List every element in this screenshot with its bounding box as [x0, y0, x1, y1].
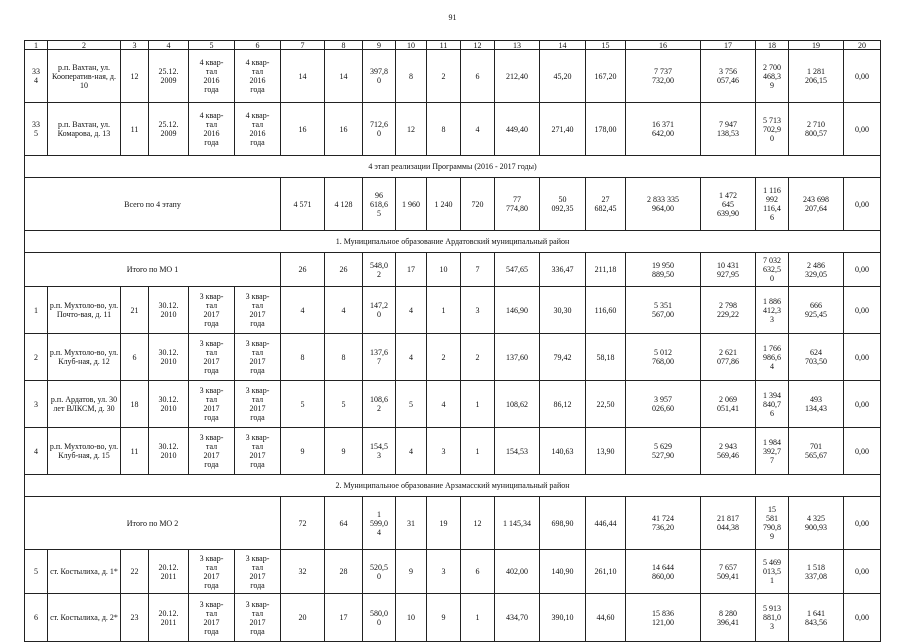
value-cell: 8 — [281, 334, 325, 381]
total-value: 7 — [461, 253, 495, 287]
total-value: 211,18 — [586, 253, 626, 287]
value-cell: 20.12. 2011 — [149, 550, 189, 594]
section-title: 1. Муниципальное образование Ардатовский муниципальный район — [25, 231, 881, 253]
column-number: 4 — [149, 41, 189, 50]
column-number: 13 — [495, 41, 540, 50]
value-cell: 45,20 — [540, 50, 586, 103]
column-number: 19 — [789, 41, 844, 50]
value-cell: 4 — [427, 381, 461, 428]
total-value: 1 116 992 116,4 6 — [756, 178, 789, 231]
value-cell: 7 657 509,41 — [701, 550, 756, 594]
value-cell: 4 квар- тал 2016 года — [189, 103, 235, 156]
total-value: 1 240 — [427, 178, 461, 231]
value-cell: 140,63 — [540, 428, 586, 475]
value-cell: 15 836 121,00 — [626, 594, 701, 642]
value-cell: 4 квар- тал 2016 года — [235, 50, 281, 103]
value-cell: 1 518 337,08 — [789, 550, 844, 594]
value-cell: 0,00 — [844, 594, 881, 642]
value-cell: 0,00 — [844, 428, 881, 475]
value-cell: 390,10 — [540, 594, 586, 642]
total-label: Итого по МО 1 — [25, 253, 281, 287]
value-cell: 397,8 0 — [363, 50, 396, 103]
value-cell: 3 квар- тал 2017 года — [189, 334, 235, 381]
total-value: 10 431 927,95 — [701, 253, 756, 287]
total-value: 446,44 — [586, 497, 626, 550]
value-cell: 2 — [461, 334, 495, 381]
program-table — [24, 40, 881, 642]
value-cell: 3 квар- тал 2017 года — [235, 428, 281, 475]
value-cell: 1 — [461, 594, 495, 642]
value-cell: 8 — [396, 50, 427, 103]
column-number: 16 — [626, 41, 701, 50]
value-cell: 30.12. 2010 — [149, 428, 189, 475]
value-cell: 5 629 527,90 — [626, 428, 701, 475]
value-cell: 402,00 — [495, 550, 540, 594]
value-cell: 2 798 229,22 — [701, 287, 756, 334]
value-cell: 108,6 2 — [363, 381, 396, 428]
column-number: 8 — [325, 41, 363, 50]
value-cell: 1 641 843,56 — [789, 594, 844, 642]
value-cell: 1 766 986,6 4 — [756, 334, 789, 381]
row-number: 33 4 — [25, 50, 48, 103]
value-cell: 4 — [396, 428, 427, 475]
table-row — [25, 381, 881, 428]
value-cell: 4 — [325, 287, 363, 334]
value-cell: 28 — [325, 550, 363, 594]
total-value: 243 698 207,64 — [789, 178, 844, 231]
value-cell: 4 — [461, 103, 495, 156]
page-number: 91 — [448, 13, 457, 22]
value-cell: 2 621 077,86 — [701, 334, 756, 381]
value-cell: 624 703,50 — [789, 334, 844, 381]
row-number: 3 — [25, 381, 48, 428]
value-cell: 137,6 7 — [363, 334, 396, 381]
address-cell: р.п. Ардатов, ул. 30 лет ВЛКСМ, д. 30 — [48, 381, 121, 428]
total-row — [25, 178, 881, 231]
value-cell: 58,18 — [586, 334, 626, 381]
value-cell: 666 925,45 — [789, 287, 844, 334]
value-cell: 0,00 — [844, 103, 881, 156]
value-cell: 14 644 860,00 — [626, 550, 701, 594]
value-cell: 6 — [461, 550, 495, 594]
value-cell: 11 — [121, 428, 149, 475]
value-cell: 2 710 800,57 — [789, 103, 844, 156]
section-title: 4 этап реализации Программы (2016 - 2017 годы) — [25, 156, 881, 178]
value-cell: 4 — [396, 287, 427, 334]
value-cell: 13,90 — [586, 428, 626, 475]
column-number: 17 — [701, 41, 756, 50]
section-title: 2. Муниципальное образование Арзамасский муниципальный район — [25, 475, 881, 497]
value-cell: 9 — [281, 428, 325, 475]
value-cell: 4 квар- тал 2016 года — [189, 50, 235, 103]
total-value: 0,00 — [844, 497, 881, 550]
total-value: 72 — [281, 497, 325, 550]
value-cell: 520,5 0 — [363, 550, 396, 594]
value-cell: 20 — [281, 594, 325, 642]
total-value: 547,65 — [495, 253, 540, 287]
total-value: 1 472 645 639,90 — [701, 178, 756, 231]
value-cell: 178,00 — [586, 103, 626, 156]
total-value: 26 — [281, 253, 325, 287]
row-number: 5 — [25, 550, 48, 594]
row-number: 2 — [25, 334, 48, 381]
value-cell: 30,30 — [540, 287, 586, 334]
total-value: 15 581 790,8 9 — [756, 497, 789, 550]
value-cell: 32 — [281, 550, 325, 594]
column-number: 7 — [281, 41, 325, 50]
total-value: 17 — [396, 253, 427, 287]
value-cell: 5 913 881,0 3 — [756, 594, 789, 642]
address-cell: р.п. Мухтоло-во, ул. Клуб-ная, д. 12 — [48, 334, 121, 381]
value-cell: 22 — [121, 550, 149, 594]
total-value: 336,47 — [540, 253, 586, 287]
column-number: 14 — [540, 41, 586, 50]
value-cell: 271,40 — [540, 103, 586, 156]
total-value: 720 — [461, 178, 495, 231]
total-value: 1 960 — [396, 178, 427, 231]
total-value: 2 833 335 964,00 — [626, 178, 701, 231]
value-cell: 12 — [396, 103, 427, 156]
table-row — [25, 594, 881, 642]
total-row — [25, 253, 881, 287]
value-cell: 44,60 — [586, 594, 626, 642]
column-number: 12 — [461, 41, 495, 50]
total-value: 27 682,45 — [586, 178, 626, 231]
value-cell: 154,53 — [495, 428, 540, 475]
value-cell: 493 134,43 — [789, 381, 844, 428]
value-cell: 17 — [325, 594, 363, 642]
address-cell: р.п. Мухтоло-во, ул. Клуб-ная, д. 15 — [48, 428, 121, 475]
row-number: 4 — [25, 428, 48, 475]
column-number-row — [25, 41, 881, 50]
value-cell: 11 — [121, 103, 149, 156]
value-cell: 86,12 — [540, 381, 586, 428]
value-cell: 8 — [325, 334, 363, 381]
total-label: Всего по 4 этапу — [25, 178, 281, 231]
value-cell: 8 280 396,41 — [701, 594, 756, 642]
address-cell: ст. Костылиха, д. 2* — [48, 594, 121, 642]
value-cell: 108,62 — [495, 381, 540, 428]
total-value: 1 599,0 4 — [363, 497, 396, 550]
total-row — [25, 497, 881, 550]
value-cell: 7 737 732,00 — [626, 50, 701, 103]
value-cell: 212,40 — [495, 50, 540, 103]
section-header-row — [25, 231, 881, 253]
value-cell: 16 — [281, 103, 325, 156]
value-cell: 137,60 — [495, 334, 540, 381]
table-row — [25, 103, 881, 156]
value-cell: 154,5 3 — [363, 428, 396, 475]
total-value: 19 950 889,50 — [626, 253, 701, 287]
value-cell: 8 — [427, 103, 461, 156]
column-number: 11 — [427, 41, 461, 50]
total-value: 19 — [427, 497, 461, 550]
value-cell: 21 — [121, 287, 149, 334]
total-value: 1 145,34 — [495, 497, 540, 550]
value-cell: 18 — [121, 381, 149, 428]
column-number: 2 — [48, 41, 121, 50]
total-value: 31 — [396, 497, 427, 550]
row-number: 6 — [25, 594, 48, 642]
value-cell: 1 — [427, 287, 461, 334]
value-cell: 10 — [396, 594, 427, 642]
row-number: 1 — [25, 287, 48, 334]
value-cell: 14 — [281, 50, 325, 103]
value-cell: 9 — [325, 428, 363, 475]
value-cell: 16 — [325, 103, 363, 156]
total-value: 10 — [427, 253, 461, 287]
value-cell: 25.12. 2009 — [149, 103, 189, 156]
total-value: 548,0 2 — [363, 253, 396, 287]
value-cell: 3 квар- тал 2017 года — [189, 594, 235, 642]
value-cell: 1 886 412,3 3 — [756, 287, 789, 334]
column-number: 5 — [189, 41, 235, 50]
total-value: 64 — [325, 497, 363, 550]
section-header-row — [25, 156, 881, 178]
value-cell: 23 — [121, 594, 149, 642]
value-cell: 0,00 — [844, 287, 881, 334]
value-cell: 16 371 642,00 — [626, 103, 701, 156]
address-cell: р.п. Вахтан, ул. Кооператив-ная, д. 10 — [48, 50, 121, 103]
value-cell: 5 713 702,9 0 — [756, 103, 789, 156]
value-cell: 3 — [427, 428, 461, 475]
value-cell: 3 квар- тал 2017 года — [189, 550, 235, 594]
total-label: Итого по МО 2 — [25, 497, 281, 550]
value-cell: 3 756 057,46 — [701, 50, 756, 103]
total-value: 77 774,80 — [495, 178, 540, 231]
value-cell: 9 — [396, 550, 427, 594]
value-cell: 5 — [325, 381, 363, 428]
value-cell: 146,90 — [495, 287, 540, 334]
value-cell: 6 — [461, 50, 495, 103]
total-value: 12 — [461, 497, 495, 550]
value-cell: 1 281 206,15 — [789, 50, 844, 103]
value-cell: 701 565,67 — [789, 428, 844, 475]
value-cell: 30.12. 2010 — [149, 334, 189, 381]
column-number: 20 — [844, 41, 881, 50]
value-cell: 5 — [281, 381, 325, 428]
column-number: 6 — [235, 41, 281, 50]
value-cell: 167,20 — [586, 50, 626, 103]
value-cell: 4 квар- тал 2016 года — [235, 103, 281, 156]
value-cell: 3 — [461, 287, 495, 334]
value-cell: 7 947 138,53 — [701, 103, 756, 156]
total-value: 50 092,35 — [540, 178, 586, 231]
value-cell: 434,70 — [495, 594, 540, 642]
address-cell: ст. Костылиха, д. 1* — [48, 550, 121, 594]
value-cell: 6 — [121, 334, 149, 381]
column-number: 9 — [363, 41, 396, 50]
address-cell: р.п. Вахтан, ул. Комарова, д. 13 — [48, 103, 121, 156]
value-cell: 1 — [461, 428, 495, 475]
value-cell: 1 984 392,7 7 — [756, 428, 789, 475]
value-cell: 3 квар- тал 2017 года — [189, 428, 235, 475]
table-row — [25, 428, 881, 475]
total-value: 2 486 329,05 — [789, 253, 844, 287]
value-cell: 22,50 — [586, 381, 626, 428]
value-cell: 1 — [461, 381, 495, 428]
value-cell: 3 957 026,60 — [626, 381, 701, 428]
value-cell: 1 394 840,7 6 — [756, 381, 789, 428]
section-header-row — [25, 475, 881, 497]
value-cell: 116,60 — [586, 287, 626, 334]
column-number: 15 — [586, 41, 626, 50]
value-cell: 3 квар- тал 2017 года — [189, 381, 235, 428]
column-number: 1 — [25, 41, 48, 50]
table-row — [25, 50, 881, 103]
value-cell: 3 квар- тал 2017 года — [235, 381, 281, 428]
total-value: 4 128 — [325, 178, 363, 231]
value-cell: 30.12. 2010 — [149, 287, 189, 334]
column-number: 10 — [396, 41, 427, 50]
value-cell: 5 012 768,00 — [626, 334, 701, 381]
table-row — [25, 287, 881, 334]
value-cell: 5 469 013,5 1 — [756, 550, 789, 594]
total-value: 41 724 736,20 — [626, 497, 701, 550]
total-value: 4 325 900,93 — [789, 497, 844, 550]
value-cell: 3 квар- тал 2017 года — [235, 334, 281, 381]
column-number: 3 — [121, 41, 149, 50]
value-cell: 9 — [427, 594, 461, 642]
value-cell: 25.12. 2009 — [149, 50, 189, 103]
value-cell: 5 351 567,00 — [626, 287, 701, 334]
total-value: 0,00 — [844, 253, 881, 287]
column-number: 18 — [756, 41, 789, 50]
value-cell: 2 943 569,46 — [701, 428, 756, 475]
address-cell: р.п. Мухтоло-во, ул. Почто-вая, д. 11 — [48, 287, 121, 334]
value-cell: 0,00 — [844, 50, 881, 103]
table-row — [25, 334, 881, 381]
value-cell: 0,00 — [844, 381, 881, 428]
value-cell: 14 — [325, 50, 363, 103]
value-cell: 3 — [427, 550, 461, 594]
total-value: 26 — [325, 253, 363, 287]
value-cell: 712,6 0 — [363, 103, 396, 156]
row-number: 33 5 — [25, 103, 48, 156]
value-cell: 20.12. 2011 — [149, 594, 189, 642]
value-cell: 4 — [281, 287, 325, 334]
value-cell: 3 квар- тал 2017 года — [235, 594, 281, 642]
total-value: 0,00 — [844, 178, 881, 231]
value-cell: 79,42 — [540, 334, 586, 381]
value-cell: 0,00 — [844, 550, 881, 594]
total-value: 7 032 632,5 0 — [756, 253, 789, 287]
value-cell: 3 квар- тал 2017 года — [235, 550, 281, 594]
total-value: 698,90 — [540, 497, 586, 550]
value-cell: 580,0 0 — [363, 594, 396, 642]
value-cell: 3 квар- тал 2017 года — [235, 287, 281, 334]
value-cell: 0,00 — [844, 334, 881, 381]
total-value: 4 571 — [281, 178, 325, 231]
value-cell: 12 — [121, 50, 149, 103]
value-cell: 449,40 — [495, 103, 540, 156]
total-value: 21 817 044,38 — [701, 497, 756, 550]
table-row — [25, 550, 881, 594]
value-cell: 147,2 0 — [363, 287, 396, 334]
value-cell: 5 — [396, 381, 427, 428]
value-cell: 2 069 051,41 — [701, 381, 756, 428]
total-value: 96 618,6 5 — [363, 178, 396, 231]
value-cell: 2 — [427, 334, 461, 381]
value-cell: 4 — [396, 334, 427, 381]
value-cell: 2 — [427, 50, 461, 103]
value-cell: 3 квар- тал 2017 года — [189, 287, 235, 334]
value-cell: 140,90 — [540, 550, 586, 594]
value-cell: 2 700 468,3 9 — [756, 50, 789, 103]
value-cell: 30.12. 2010 — [149, 381, 189, 428]
value-cell: 261,10 — [586, 550, 626, 594]
